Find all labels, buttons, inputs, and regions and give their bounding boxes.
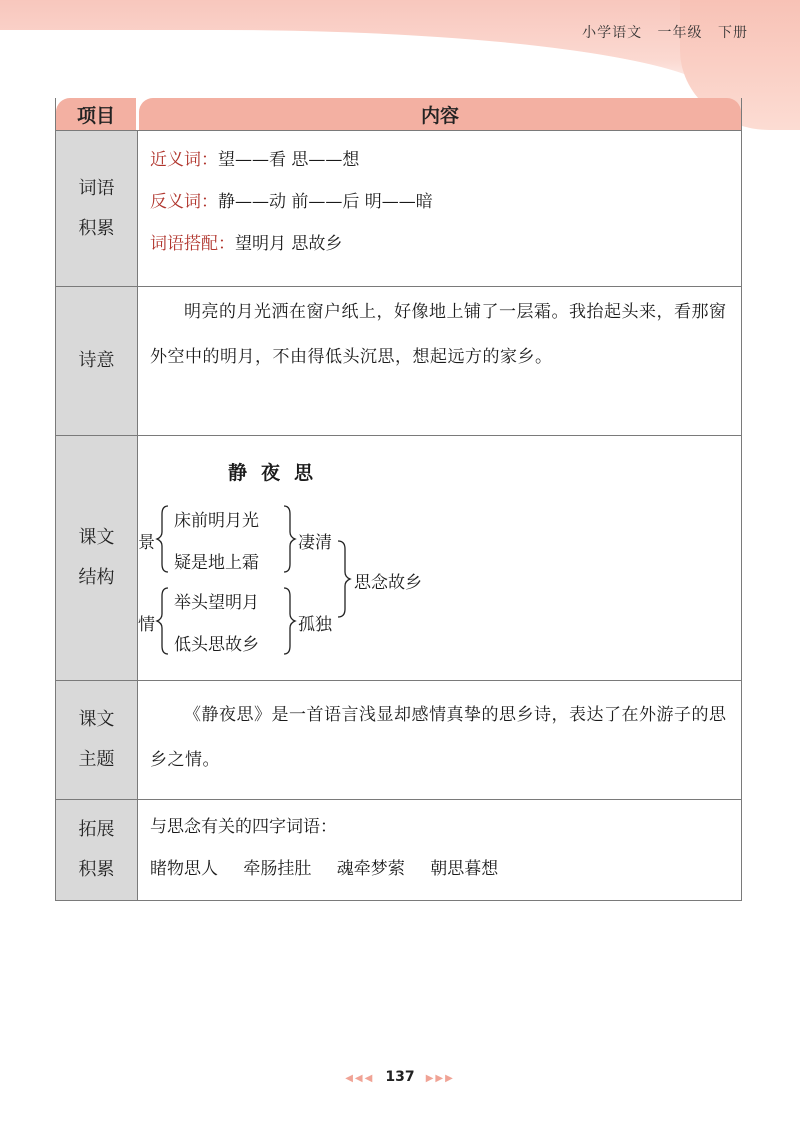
- synonym-key: 近义词：: [150, 150, 218, 170]
- label-line: 结构: [78, 567, 115, 588]
- meaning-content: [138, 287, 741, 435]
- synonym-line: [150, 139, 729, 181]
- antonym-value: 静——动 前——后 明——暗: [218, 192, 433, 212]
- collocation-value: 望明月 思故乡: [235, 234, 343, 254]
- scene-feeling: 凄清: [298, 533, 332, 553]
- row-label: [56, 800, 138, 900]
- table-header: [56, 98, 741, 130]
- scene-label: 景: [138, 533, 155, 553]
- theme-text: 《静夜思》是一首语言浅显却感情真挚的思乡诗，表达了在外游子的思乡之情。: [150, 705, 727, 770]
- extension-content: [138, 800, 741, 900]
- theme-content: [138, 681, 741, 799]
- label-line: 主题: [78, 749, 115, 770]
- emotion-label: 情: [138, 615, 155, 635]
- vocab-content: [138, 131, 741, 286]
- page-footer: [0, 1066, 800, 1085]
- header-item: 项目: [56, 98, 136, 130]
- row-extension: [56, 799, 741, 900]
- row-label: [56, 681, 138, 799]
- page-number: 137: [385, 1069, 415, 1085]
- meaning-text: 明亮的月光洒在窗户纸上，好像地上铺了一层霜。我抬起头来，看那窗外空中的明月，不由得低头沉思，想起远方的家乡。: [150, 302, 727, 367]
- row-label: [56, 131, 138, 286]
- header-content: 内容: [139, 98, 741, 130]
- collocation-key: 词语搭配：: [150, 234, 235, 254]
- collocation-line: [150, 223, 729, 265]
- book-title: 小学语文 一年级 下册: [582, 25, 748, 41]
- brace-emotion: [157, 588, 168, 654]
- emotion-feeling: 孤独: [298, 615, 332, 635]
- brace-scene: [157, 506, 168, 572]
- row-label: [56, 287, 138, 435]
- row-label: [56, 436, 138, 680]
- row-theme: [56, 680, 741, 799]
- label-line: 拓展: [78, 819, 115, 840]
- label-line: 诗意: [78, 350, 115, 371]
- poem-line-1: 床前明月光: [174, 511, 259, 531]
- brace-summary: [338, 541, 350, 617]
- poem-title: 静夜思: [228, 462, 328, 484]
- brace-scene-right: [284, 506, 295, 572]
- extension-intro: 与思念有关的四字词语：: [150, 817, 337, 837]
- label-line: 积累: [78, 859, 115, 880]
- poem-line-2: 疑是地上霜: [174, 553, 259, 573]
- antonym-key: 反义词：: [150, 192, 218, 212]
- label-line: 词语: [78, 177, 115, 199]
- row-structure: [56, 435, 741, 680]
- label-line: 课文: [78, 709, 115, 730]
- synonym-value: 望——看 思——想: [218, 150, 360, 170]
- label-line: 课文: [78, 527, 115, 548]
- summary-table: [55, 98, 742, 901]
- poem-line-3: 举头望明月: [174, 593, 259, 613]
- poem-line-4: 低头思故乡: [174, 635, 259, 655]
- label-line: 积累: [78, 217, 115, 239]
- row-vocabulary: [56, 130, 741, 286]
- extension-words: 睹物思人 牵肠挂肚 魂牵梦萦 朝思暮想: [150, 859, 499, 879]
- next-arrows-icon: ▶▶▶: [425, 1073, 455, 1084]
- row-meaning: [56, 286, 741, 435]
- summary-text: 思念故乡: [354, 573, 422, 593]
- antonym-line: [150, 181, 729, 223]
- structure-diagram: [138, 436, 741, 680]
- brace-emotion-right: [284, 588, 295, 654]
- prev-arrows-icon: ◀◀◀: [345, 1073, 375, 1084]
